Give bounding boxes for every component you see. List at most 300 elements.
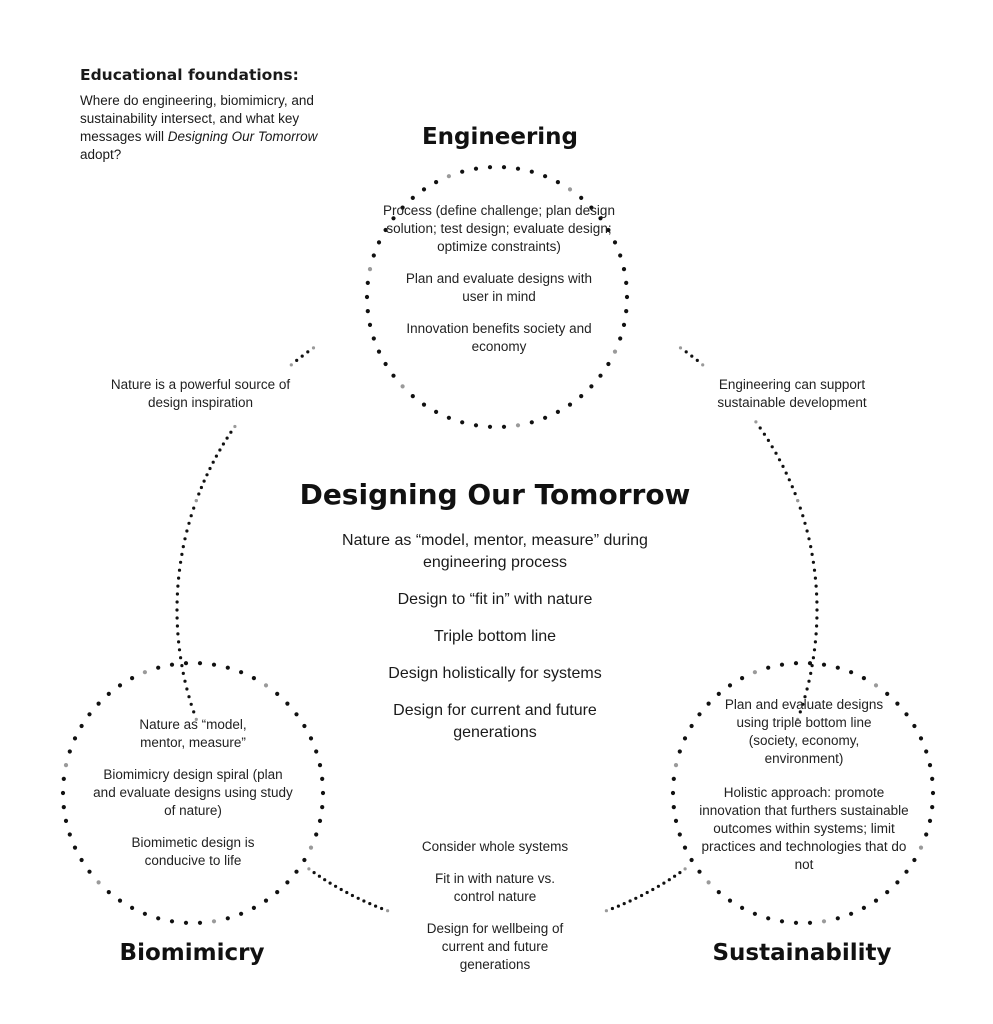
engineering-circle-dot	[422, 403, 426, 407]
connector-engineering-biomimicry-dot	[212, 461, 215, 464]
connector-bottom-left-dot	[368, 902, 371, 905]
intro-body-italic: Designing Our Tomorrow	[167, 129, 318, 144]
connector-right-dot	[815, 616, 818, 619]
engineering-circle-dot	[516, 167, 520, 171]
biomimicry-circle-dot	[198, 921, 202, 925]
sustainability-circle-dot	[690, 858, 694, 862]
connector-engineering-sustainability-dot	[788, 478, 791, 481]
connector-engineering-biomimicry-dot	[222, 442, 225, 445]
biomimicry-circle-dot	[212, 663, 216, 667]
connector-right-dot	[796, 499, 799, 502]
connector-left-dot	[178, 648, 181, 651]
biomimicry-circle-dot	[80, 724, 84, 728]
biomimicry-circle-dot	[68, 832, 72, 836]
biomimicry-circle-dot	[321, 791, 325, 795]
biomimicry-circle-dot	[314, 749, 318, 753]
sustainability-circle-dot	[924, 749, 928, 753]
connector-left-dot	[190, 703, 193, 706]
connector-left-dot	[183, 680, 186, 683]
sustainability-circle-dot	[794, 921, 798, 925]
connector-right-dot	[809, 545, 812, 548]
engineering-circle-dot	[598, 374, 602, 378]
biomimicry-circle-dot	[170, 663, 174, 667]
biomimicry-circle-dot	[275, 692, 279, 696]
biomimicry-circle-dot	[130, 676, 134, 680]
connector-engineering-biomimicry-dot	[215, 455, 218, 458]
sustainability-circle-dot	[740, 906, 744, 910]
connector-engineering-sustainability-dot	[679, 346, 682, 349]
connector-bottom-left-dot	[380, 907, 383, 910]
connector-bottom-left-dot	[357, 897, 360, 900]
biomimicry-circle-dot	[156, 666, 160, 670]
sustainability-circle-dot	[728, 899, 732, 903]
engineering-circle-dot	[502, 165, 506, 169]
engineering-circle-dot	[625, 295, 629, 299]
connector-engineering-sustainability-dot	[778, 458, 781, 461]
connector-right-dot	[814, 640, 817, 643]
connector-engineering-biomimicry-dot	[226, 437, 229, 440]
connector-bottom-right-dot	[668, 878, 671, 881]
connector-bottom-right-dot	[634, 897, 637, 900]
connector-engineering-sustainability-dot	[785, 472, 788, 475]
sustainability-item: Holistic approach: promote innovation that furthers sustainable outcomes within systems; limit practices and technologies that do not	[699, 785, 909, 872]
connector-engineering-sustainability-dot	[685, 350, 688, 353]
intro-body	[80, 92, 345, 164]
engineering-circle-dot	[579, 196, 583, 200]
engineering-circle-dot	[391, 374, 395, 378]
biomimicry-circle-dot	[118, 683, 122, 687]
biomimicry-circle-dot	[309, 846, 313, 850]
biomimicry-circle-dot	[87, 712, 91, 716]
connector-left-dot	[177, 577, 180, 580]
connector-left-dot	[176, 616, 179, 619]
engineering-circle-dot	[368, 267, 372, 271]
biomimicry-circle-dot	[107, 692, 111, 696]
engineering-circle-dot	[447, 174, 451, 178]
biomimicry-circle-dot	[64, 763, 68, 767]
intersection-item: Consider whole systems	[421, 839, 569, 854]
connector-right-dot	[806, 687, 809, 690]
connector-engineering-sustainability-dot	[771, 445, 774, 448]
engineering-circle-dot	[447, 416, 451, 420]
center-items	[325, 530, 665, 759]
biomimicry-circle-dot	[318, 763, 322, 767]
biomimicry-circle-dot	[61, 791, 65, 795]
intersection-item: Design for wellbeing of current and future generations	[426, 921, 564, 972]
sustainability-circle-dot	[874, 899, 878, 903]
connector-bottom-left-dot	[362, 899, 365, 902]
biomimicry-circle-dot	[285, 702, 289, 706]
sustainability-circle-dot	[862, 906, 866, 910]
connector-right-dot	[813, 648, 816, 651]
biomimicry-circle-dot	[184, 921, 188, 925]
connector-left-dot	[176, 585, 179, 588]
biomimicry-circle-dot	[294, 870, 298, 874]
connector-right-dot	[815, 585, 818, 588]
intro-body-after: adopt?	[80, 147, 122, 162]
intro-body-before: Where do engineering, biomimicry, and sustainability intersect, and what key messages will	[80, 93, 314, 144]
connector-right-dot	[806, 529, 809, 532]
biomimicry-item: Nature as “model, mentor, measure”	[139, 717, 247, 750]
sustainability-circle-dot	[912, 858, 916, 862]
connector-right-dot	[813, 569, 816, 572]
biomimicry-item: Biomimicry design spiral (plan and evaluate designs using study of nature)	[93, 767, 293, 818]
sustainability-circle-dot	[717, 890, 721, 894]
center-item: Triple bottom line	[433, 628, 557, 645]
connector-left-dot	[180, 553, 183, 556]
biomimicry-title: Biomimicry	[119, 940, 265, 966]
connector-engineering-biomimicry-dot	[203, 480, 206, 483]
engineering-circle-dot	[556, 180, 560, 184]
engineering-circle-dot	[411, 196, 415, 200]
connector-bottom-right-dot	[629, 899, 632, 902]
connector-bottom-left-dot	[329, 882, 332, 885]
engineering-circle-dot	[365, 295, 369, 299]
biomimicry-circle-dot	[314, 832, 318, 836]
sustainability-circle-dot	[671, 791, 675, 795]
sustainability-circle-dot	[740, 676, 744, 680]
sustainability-circle-dot	[849, 670, 853, 674]
connector-engineering-sustainability-dot	[781, 465, 784, 468]
connector-right-dot	[803, 522, 806, 525]
connector-bottom-left-dot	[334, 885, 337, 888]
biomimicry-circle-dot	[294, 712, 298, 716]
engineering-circle-dot	[401, 384, 405, 388]
biomimicry-circle-dot	[68, 749, 72, 753]
biomimicry-items	[93, 716, 293, 884]
connector-bottom-right-dot	[605, 909, 608, 912]
engineering-circle-dot	[368, 323, 372, 327]
connector-bottom-right-dot	[623, 902, 626, 905]
sustainability-circle-dot	[728, 683, 732, 687]
biomimicry-circle-dot	[212, 919, 216, 923]
connector-left-dot	[176, 600, 179, 603]
engineering-title: Engineering	[421, 124, 579, 150]
biomimicry-circle-dot	[107, 890, 111, 894]
sustainability-title: Sustainability	[712, 940, 892, 966]
connector-bottom-right-dot	[657, 885, 660, 888]
connector-bottom-left-dot	[323, 878, 326, 881]
connector-right-dot	[815, 600, 818, 603]
connector-bottom-right-dot	[617, 905, 620, 908]
sustainability-circle-dot	[780, 919, 784, 923]
engineering-circle-dot	[589, 384, 593, 388]
engineering-circle-dot	[568, 403, 572, 407]
sustainability-circle-dot	[919, 736, 923, 740]
sustainability-circle-dot	[836, 666, 840, 670]
connector-engineering-biomimicry-dot	[290, 363, 293, 366]
biomimicry-circle-dot	[239, 670, 243, 674]
biomimicry-circle-dot	[198, 661, 202, 665]
engineering-circle-dot	[624, 309, 628, 313]
center-title: Designing Our Tomorrow	[299, 478, 691, 511]
sustainability-circle-dot	[822, 663, 826, 667]
connector-left-dot	[175, 608, 178, 611]
connector-engineering-biomimicry-dot	[208, 467, 211, 470]
sustainability-circle-dot	[683, 846, 687, 850]
biomimicry-circle-dot	[143, 670, 147, 674]
connector-engineering-sustainability-dot	[791, 485, 794, 488]
biomimicry-circle-dot	[170, 919, 174, 923]
sustainability-circle-dot	[862, 676, 866, 680]
engineering-circle-dot	[474, 423, 478, 427]
biomimicry-circle-dot	[264, 683, 268, 687]
engineering-circle-dot	[488, 165, 492, 169]
connector-engineering-sustainability-dot	[759, 426, 762, 429]
connector-bottom-right-dot	[678, 871, 681, 874]
connector-engineering-sustainability-dot	[794, 492, 797, 495]
engineering-items	[383, 202, 615, 370]
connector-right-dot	[807, 680, 810, 683]
engineering-circle-dot	[434, 410, 438, 414]
connector-engineering-sustainability-dot	[696, 359, 699, 362]
sustainability-circle-dot	[753, 912, 757, 916]
biomimicry-circle-dot	[62, 777, 66, 781]
connector-bottom-right-dot	[651, 888, 654, 891]
sustainability-circle-dot	[766, 666, 770, 670]
biomimicry-circle-dot	[302, 858, 306, 862]
biomimicry-circle-dot	[309, 736, 313, 740]
connector-bottom-left-dot	[386, 909, 389, 912]
connector-engineering-biomimicry-dot	[205, 473, 208, 476]
sustainability-circle-dot	[822, 919, 826, 923]
engineering-circle-dot	[556, 410, 560, 414]
connector-right-dot	[811, 553, 814, 556]
biomimicry-circle-dot	[252, 906, 256, 910]
connector-right-dot	[799, 507, 802, 510]
connector-engineering-sustainability-dot	[701, 363, 704, 366]
intersection-item: Fit in with nature vs. control nature	[434, 871, 556, 904]
sustainability-circle-dot	[930, 777, 934, 781]
sustainability-circle-dot	[766, 916, 770, 920]
biomimicry-circle-dot	[97, 702, 101, 706]
sustainability-circle-dot	[674, 819, 678, 823]
biomimicry-circle-dot	[239, 912, 243, 916]
engineering-circle-dot	[530, 170, 534, 174]
center-item: Nature as “model, mentor, measure” during engineering process	[342, 532, 648, 571]
connector-engineering-sustainability-dot	[763, 433, 766, 436]
connector-engineering-biomimicry-dot	[229, 431, 232, 434]
intro-block	[80, 66, 345, 164]
connector-engineering-biomimicry-dot	[200, 486, 203, 489]
sustainability-circle-dot	[874, 683, 878, 687]
sustainability-circle-dot	[674, 763, 678, 767]
connector-left-dot	[176, 592, 179, 595]
biomimicry-circle-dot	[64, 819, 68, 823]
biomimicry-circle-dot	[275, 890, 279, 894]
connector-left-dot	[176, 632, 179, 635]
biomimicry-circle-dot	[73, 846, 77, 850]
connector-left-dot	[195, 499, 198, 502]
biomimicry-circle-dot	[130, 906, 134, 910]
sustainability-circle-dot	[912, 724, 916, 728]
connector-right-dot	[815, 608, 818, 611]
connector-engineering-biomimicry-dot	[306, 350, 309, 353]
sustainability-circle-dot	[672, 777, 676, 781]
connector-left-dot	[179, 561, 182, 564]
connector-bottom-right-dot	[673, 875, 676, 878]
biomimicry-circle-dot	[320, 777, 324, 781]
connector-bottom-left-dot	[374, 905, 377, 908]
engineering-circle-dot	[474, 167, 478, 171]
connector-bottom-right-dot	[611, 907, 614, 910]
intersection-engineering-sustainability: Engineering can support sustainable development	[717, 377, 867, 410]
sustainability-circle-dot	[836, 916, 840, 920]
biomimicry-circle-dot	[318, 819, 322, 823]
connector-bottom-left-dot	[340, 888, 343, 891]
sustainability-circle-dot	[753, 670, 757, 674]
engineering-circle-dot	[460, 420, 464, 424]
biomimicry-circle-dot	[302, 724, 306, 728]
engineering-circle-dot	[622, 267, 626, 271]
connector-bottom-left-dot	[345, 891, 348, 894]
engineering-circle-dot	[624, 281, 628, 285]
connector-right-dot	[815, 624, 818, 627]
sustainability-circle-dot	[678, 749, 682, 753]
engineering-circle-dot	[460, 170, 464, 174]
connector-bottom-right-dot	[662, 882, 665, 885]
center-item: Design holistically for systems	[388, 665, 602, 682]
engineering-item: Process (define challenge; plan design solution; test design; evaluate design; optimize constraints)	[383, 203, 615, 254]
engineering-circle-dot	[377, 240, 381, 244]
connector-engineering-sustainability-dot	[774, 452, 777, 455]
sustainability-circle-dot	[885, 890, 889, 894]
connector-bottom-right-dot	[684, 867, 687, 870]
connector-right-dot	[809, 672, 812, 675]
biomimicry-circle-dot	[80, 858, 84, 862]
center-item: Design for current and future generations	[393, 702, 597, 741]
connector-bottom-left-dot	[313, 871, 316, 874]
connector-bottom-right-dot	[646, 891, 649, 894]
connector-right-dot	[815, 592, 818, 595]
sustainability-circle-dot	[672, 805, 676, 809]
biomimicry-circle-dot	[73, 736, 77, 740]
connector-left-dot	[192, 507, 195, 510]
connector-engineering-biomimicry-dot	[197, 492, 200, 495]
connector-left-dot	[177, 640, 180, 643]
engineering-circle-dot	[543, 174, 547, 178]
connector-left-dot	[192, 710, 195, 713]
engineering-circle-dot	[502, 425, 506, 429]
biomimicry-circle-dot	[184, 661, 188, 665]
connector-engineering-biomimicry-dot	[301, 355, 304, 358]
sustainability-item: Plan and evaluate designs using triple bottom line (society, economy, environment)	[724, 697, 884, 766]
connector-bottom-left-dot	[307, 867, 310, 870]
sustainability-circle-dot	[849, 912, 853, 916]
connector-engineering-biomimicry-dot	[295, 359, 298, 362]
connector-left-dot	[187, 522, 190, 525]
connector-engineering-sustainability-dot	[754, 420, 757, 423]
connector-left-dot	[180, 664, 183, 667]
engineering-circle-dot	[377, 350, 381, 354]
engineering-item: Plan and evaluate designs with user in mind	[405, 271, 593, 304]
engineering-circle-dot	[530, 420, 534, 424]
engineering-circle-dot	[434, 180, 438, 184]
connector-bottom-left-dot	[351, 894, 354, 897]
biomimicry-circle-dot	[320, 805, 324, 809]
sustainability-circle-dot	[930, 805, 934, 809]
engineering-circle-dot	[618, 336, 622, 340]
engineering-circle-dot	[366, 309, 370, 313]
engineering-circle-dot	[372, 336, 376, 340]
sustainability-circle-dot	[780, 663, 784, 667]
biomimicry-item: Biomimetic design is conducive to life	[131, 835, 255, 868]
biomimicry-circle-dot	[226, 916, 230, 920]
connector-right-dot	[812, 561, 815, 564]
biomimicry-circle-dot	[87, 870, 91, 874]
sustainability-circle-dot	[931, 791, 935, 795]
biomimicry-circle-dot	[264, 899, 268, 903]
connector-engineering-biomimicry-dot	[218, 448, 221, 451]
engineering-item: Innovation benefits society and economy	[406, 321, 592, 354]
engineering-circle-dot	[568, 187, 572, 191]
connector-left-dot	[182, 545, 185, 548]
connector-engineering-sustainability-dot	[767, 439, 770, 442]
sustainability-circle-dot	[924, 832, 928, 836]
engineering-circle-dot	[422, 187, 426, 191]
connector-left-dot	[176, 624, 179, 627]
engineering-circle-dot	[372, 253, 376, 257]
biomimicry-circle-dot	[252, 676, 256, 680]
connector-engineering-biomimicry-dot	[312, 346, 315, 349]
connector-left-dot	[190, 514, 193, 517]
biomimicry-circle-dot	[156, 916, 160, 920]
connector-engineering-biomimicry-dot	[233, 425, 236, 428]
sustainability-circle-dot	[683, 736, 687, 740]
connector-right-dot	[814, 577, 817, 580]
engineering-circle-dot	[543, 416, 547, 420]
sustainability-circle-dot	[928, 819, 932, 823]
connector-right-dot	[807, 537, 810, 540]
sustainability-circle-dot	[794, 661, 798, 665]
sustainability-items	[698, 696, 910, 888]
connector-right-dot	[815, 632, 818, 635]
connector-left-dot	[185, 687, 188, 690]
engineering-circle-dot	[411, 394, 415, 398]
connector-right-dot	[811, 664, 814, 667]
sustainability-circle-dot	[928, 763, 932, 767]
engineering-circle-dot	[516, 423, 520, 427]
sustainability-circle-dot	[690, 724, 694, 728]
connector-left-dot	[187, 695, 190, 698]
sustainability-circle-dot	[808, 921, 812, 925]
engineering-circle-dot	[579, 394, 583, 398]
center-item: Design to “fit in” with nature	[397, 591, 593, 608]
intersection-biomimicry-sustainability	[405, 838, 585, 988]
engineering-circle-dot	[366, 281, 370, 285]
connector-bottom-right-dot	[640, 894, 643, 897]
connector-left-dot	[178, 569, 181, 572]
biomimicry-circle-dot	[118, 899, 122, 903]
intro-heading: Educational foundations:	[80, 66, 299, 84]
connector-right-dot	[812, 656, 815, 659]
connector-left-dot	[182, 672, 185, 675]
intersection-engineering-biomimicry: Nature is a powerful source of design inspiration	[110, 377, 291, 410]
biomimicry-circle-dot	[62, 805, 66, 809]
sustainability-circle-dot	[678, 832, 682, 836]
engineering-circle-dot	[622, 323, 626, 327]
connector-right-dot	[801, 514, 804, 517]
connector-left-dot	[179, 656, 182, 659]
connector-left-dot	[185, 529, 188, 532]
connector-left-dot	[183, 537, 186, 540]
connector-bottom-left-dot	[318, 875, 321, 878]
engineering-circle-dot	[618, 253, 622, 257]
biomimicry-circle-dot	[226, 666, 230, 670]
biomimicry-circle-dot	[143, 912, 147, 916]
sustainability-circle-dot	[919, 846, 923, 850]
engineering-circle-dot	[488, 425, 492, 429]
